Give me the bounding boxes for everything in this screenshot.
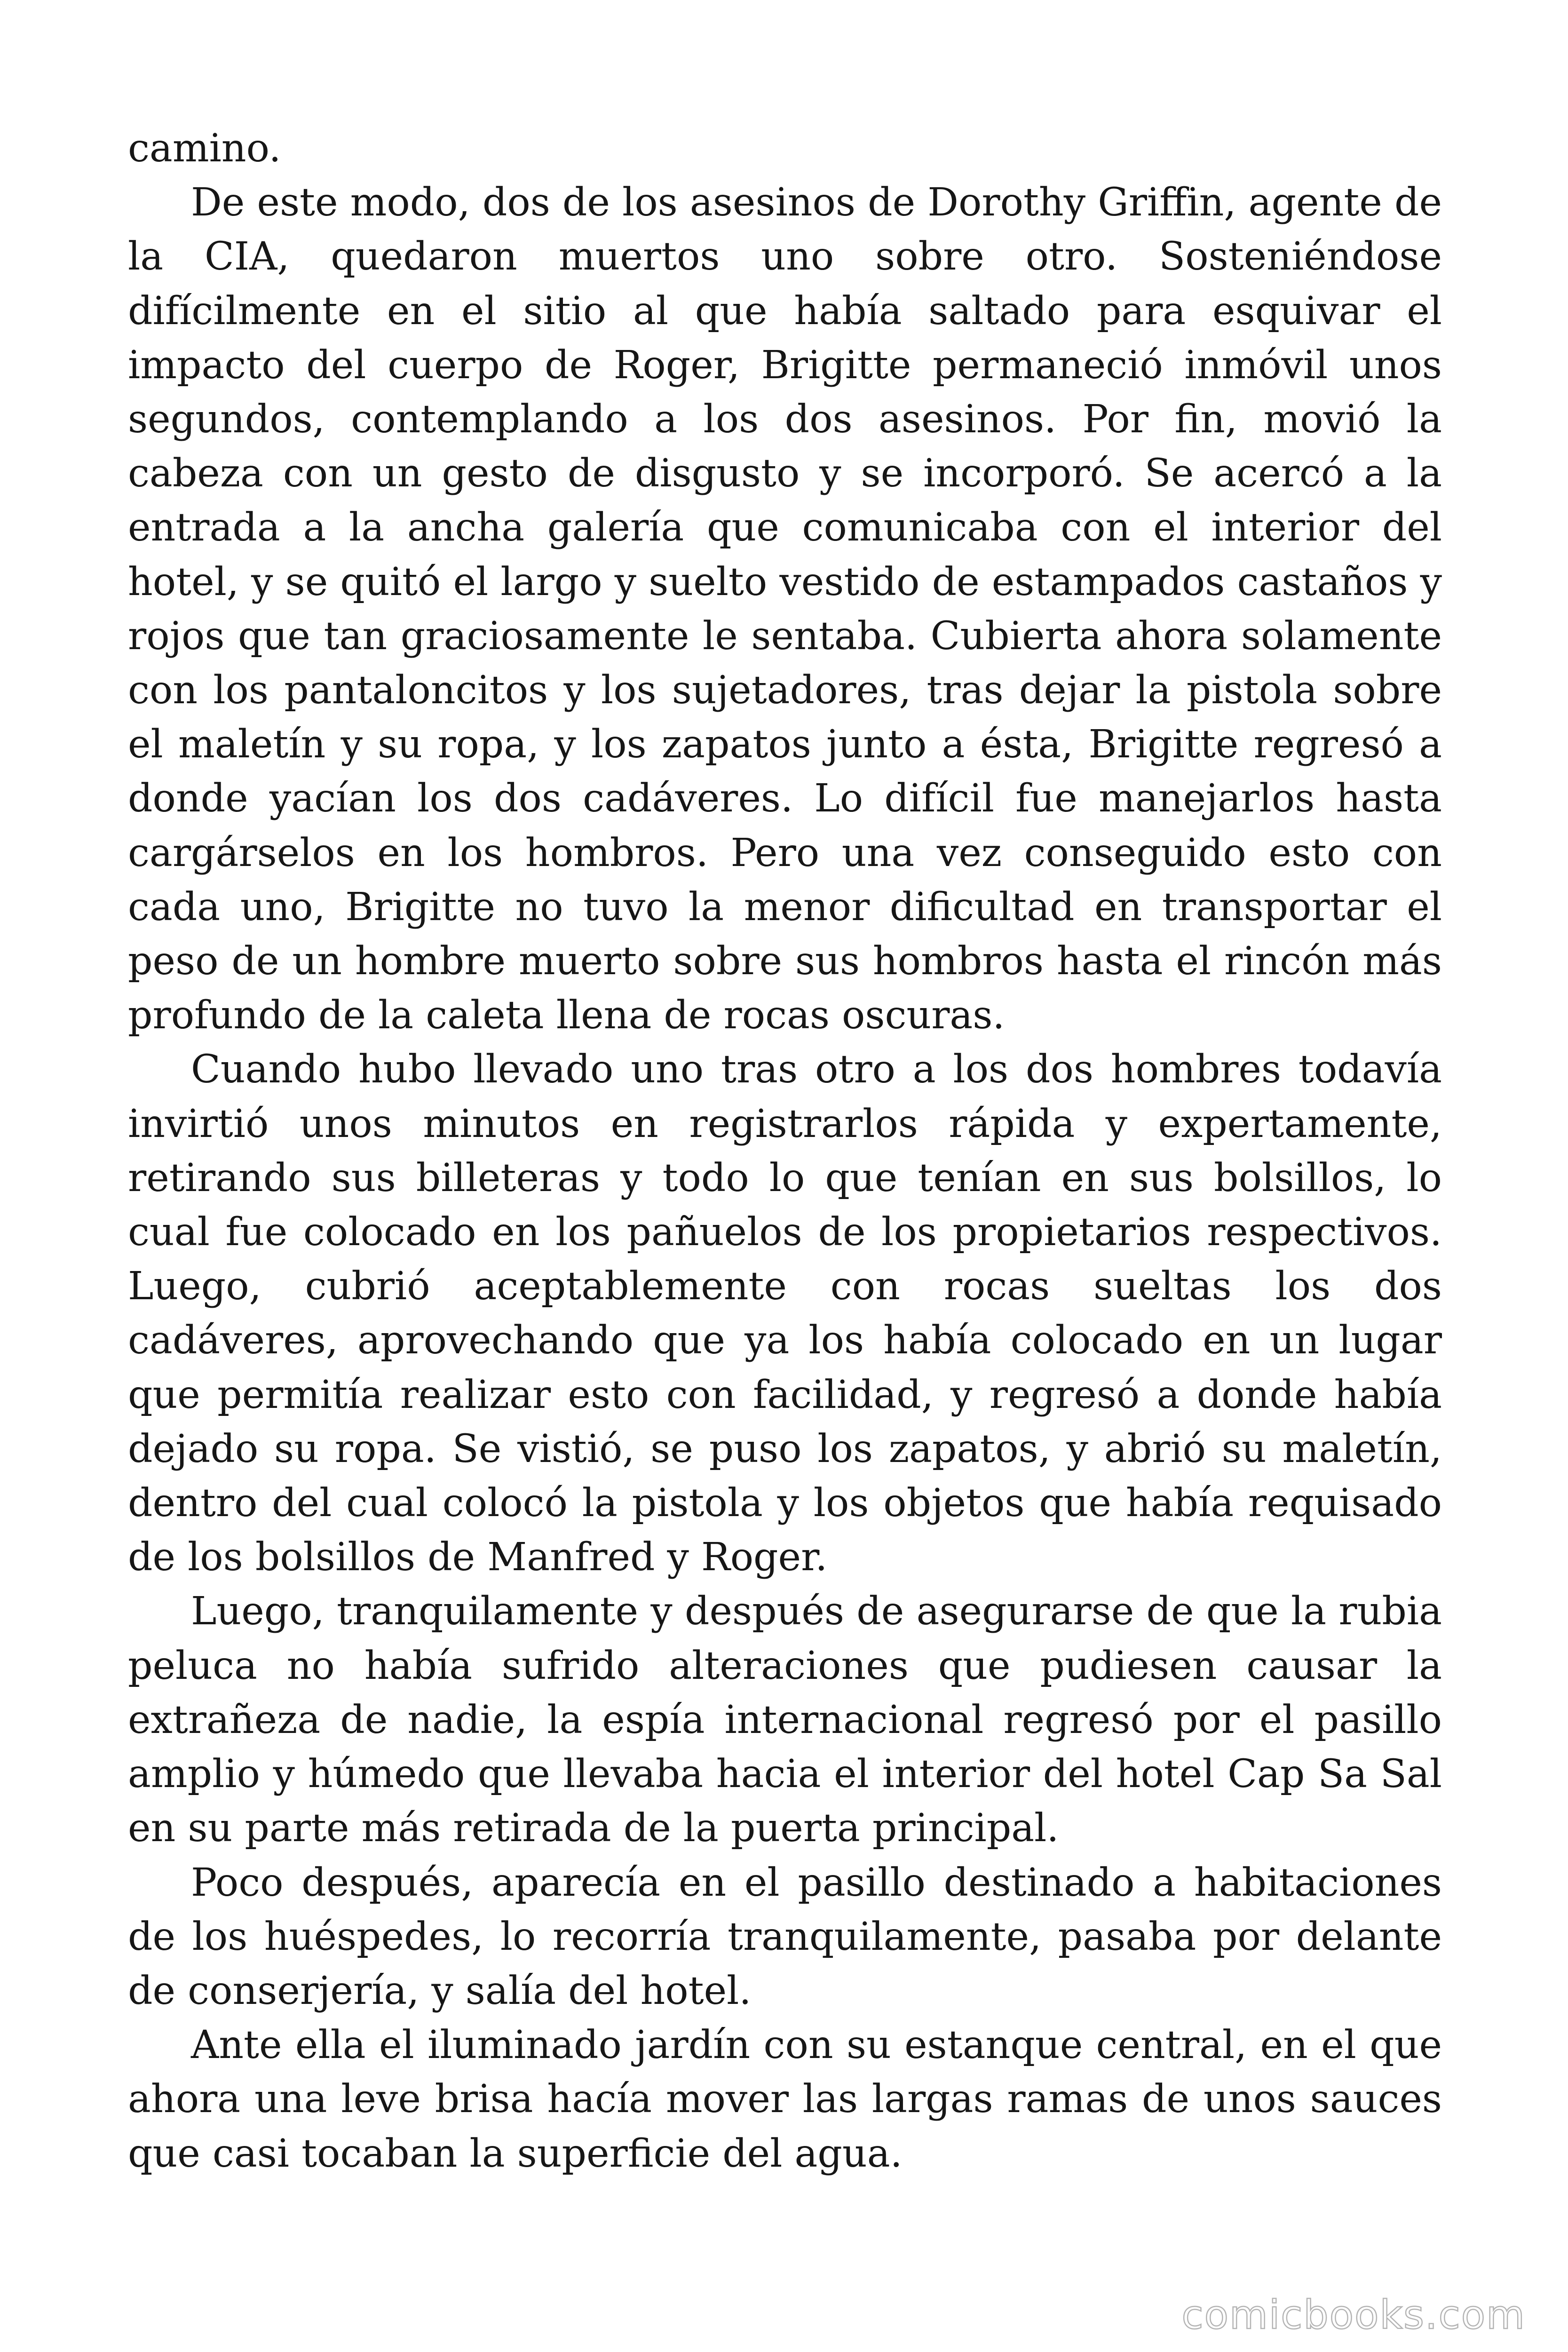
watermark: comicbooks.com — [1181, 2292, 1526, 2338]
paragraph: Cuando hubo llevado uno tras otro a los dos hombres todavía invirtió unos minutos en registrarlos rápida y expertamente, retirando sus billeteras y todo lo que tenían en sus bolsillos, lo cual fue colocado en los pañuelos de los propietarios respectivos. Luego, cubrió aceptablemente con rocas sueltas los dos cadáveres, aprovechando que ya los había colocado en un lugar que permitía realizar esto con facilidad, y regresó a donde había dejado su ropa. Se vistió, se puso los zapatos, y abrió su maletín, dentro del cual colocó la pistola y los objetos que había requisado de los bolsillos de Manfred y Roger. — [128, 1047, 1442, 1580]
paragraph: Poco después, aparecía en el pasillo destinado a habitaciones de los huéspedes, lo recorría tranquilamente, pasaba por delante de conserjería, y salía del hotel. — [128, 1860, 1442, 2013]
paragraph-continuation: camino. — [128, 126, 281, 171]
page-body — [128, 121, 1442, 2181]
paragraph: De este modo, dos de los asesinos de Dorothy Griffin, agente de la CIA, quedaron muertos uno sobre otro. Sosteniéndose difícilmente en el sitio al que había saltado para esquivar el impacto del cuerpo de Roger, Brigitte permaneció inmóvil unos segundos, contemplando a los dos asesinos. Por fin, movió la cabeza con un gesto de disgusto y se incorporó. Se acercó a la entrada a la ancha galería que comunicaba con el interior del hotel, y se quitó el largo y suelto vestido de estampados castaños y rojos que tan graciosamente le sentaba. Cubierta ahora solamente con los pantaloncitos y los sujetadores, tras dejar la pistola sobre el maletín y su ropa, y los zapatos junto a ésta, Brigitte regresó a donde yacían los dos cadáveres. Lo difícil fue manejarlos hasta cargárselos en los hombros. Pero una vez conseguido esto con cada uno, Brigitte no tuvo la menor dificultad en transportar el peso de un hombre muerto sobre sus hombros hasta el rincón más profundo de la caleta llena de rocas oscuras. — [128, 180, 1442, 1038]
paragraph: Ante ella el iluminado jardín con su estanque central, en el que ahora una leve brisa hacía mover las largas ramas de unos sauces que casi tocaban la superficie del agua. — [128, 2023, 1442, 2176]
paragraph: Luego, tranquilamente y después de asegurarse de que la rubia peluca no había sufrido alteraciones que pudiesen causar la extrañeza de nadie, la espía internacional regresó por el pasillo amplio y húmedo que llevaba hacia el interior del hotel Cap Sa Sal en su parte más retirada de la puerta principal. — [128, 1589, 1442, 1851]
